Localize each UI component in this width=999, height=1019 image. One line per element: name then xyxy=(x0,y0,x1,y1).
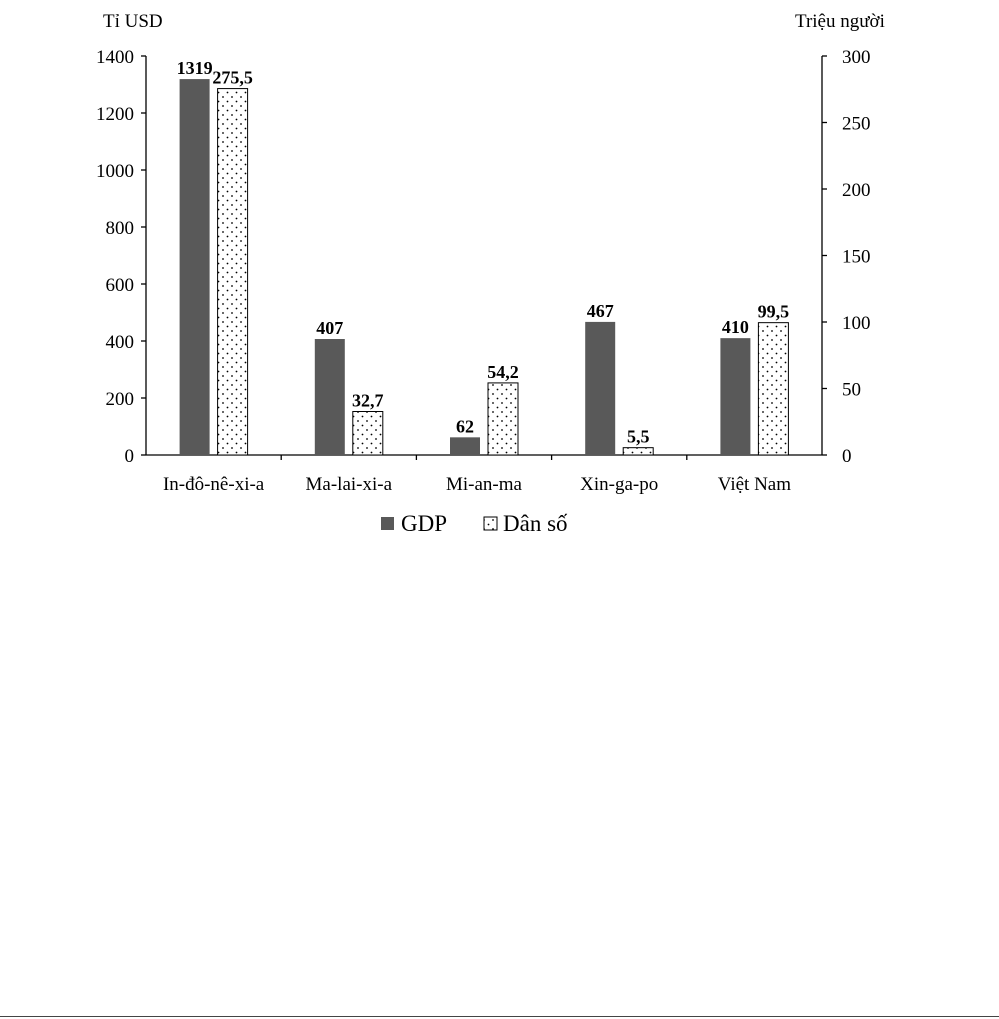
population-bar xyxy=(353,412,383,455)
left-tick-label: 1200 xyxy=(96,104,134,125)
legend-swatch-gdp xyxy=(381,517,394,530)
right-tick-label: 50 xyxy=(842,379,861,401)
population-data-label: 54,2 xyxy=(487,361,519,382)
population-bar xyxy=(623,448,653,455)
left-tick-label: 200 xyxy=(105,389,134,410)
population-bar xyxy=(758,323,788,455)
right-tick-label: 100 xyxy=(842,313,871,334)
gdp-bar xyxy=(720,338,750,455)
right-axis-unit-label: Triệu người xyxy=(795,11,885,32)
gdp-data-label: 62 xyxy=(456,416,474,437)
right-tick-label: 200 xyxy=(842,180,871,201)
x-category-label: Việt Nam xyxy=(717,474,792,495)
legend-swatch-population xyxy=(484,517,497,530)
right-tick-label: 150 xyxy=(842,246,871,268)
x-category-label: Xin-ga-po xyxy=(580,474,659,495)
population-bar xyxy=(488,383,518,455)
left-axis-unit-label: Tỉ USD xyxy=(103,11,163,32)
left-tick-label: 400 xyxy=(105,332,134,353)
population-bar xyxy=(218,89,248,455)
legend-label-population: Dân số xyxy=(503,511,568,536)
right-tick-label: 0 xyxy=(842,446,852,467)
left-tick-label: 0 xyxy=(124,446,134,467)
population-data-label: 275,5 xyxy=(212,67,253,88)
left-tick-label: 1400 xyxy=(96,47,134,68)
gdp-bar xyxy=(315,339,345,455)
left-tick-label: 800 xyxy=(105,218,134,239)
left-tick-label: 1000 xyxy=(96,161,134,182)
population-data-label: 5,5 xyxy=(626,426,650,447)
gdp-data-label: 1319 xyxy=(176,58,213,79)
page-bottom-rule xyxy=(0,1016,999,1017)
legend-label-gdp: GDP xyxy=(401,511,448,536)
population-data-label: 99,5 xyxy=(757,301,790,322)
right-tick-label: 300 xyxy=(842,47,871,68)
gdp-bar xyxy=(450,437,480,455)
gdp-data-label: 407 xyxy=(316,318,344,339)
gdp-bar xyxy=(585,322,615,455)
left-tick-label: 600 xyxy=(105,275,134,296)
gdp-bar xyxy=(180,79,210,455)
x-category-label: Ma-lai-xi-a xyxy=(305,474,393,495)
x-category-label: In-đô-nê-xi-a xyxy=(162,474,265,495)
gdp-data-label: 410 xyxy=(721,317,749,338)
right-tick-label: 250 xyxy=(842,113,871,135)
x-category-label: Mi-an-ma xyxy=(446,474,522,495)
population-data-label: 32,7 xyxy=(352,390,384,411)
gdp-data-label: 467 xyxy=(586,300,614,321)
